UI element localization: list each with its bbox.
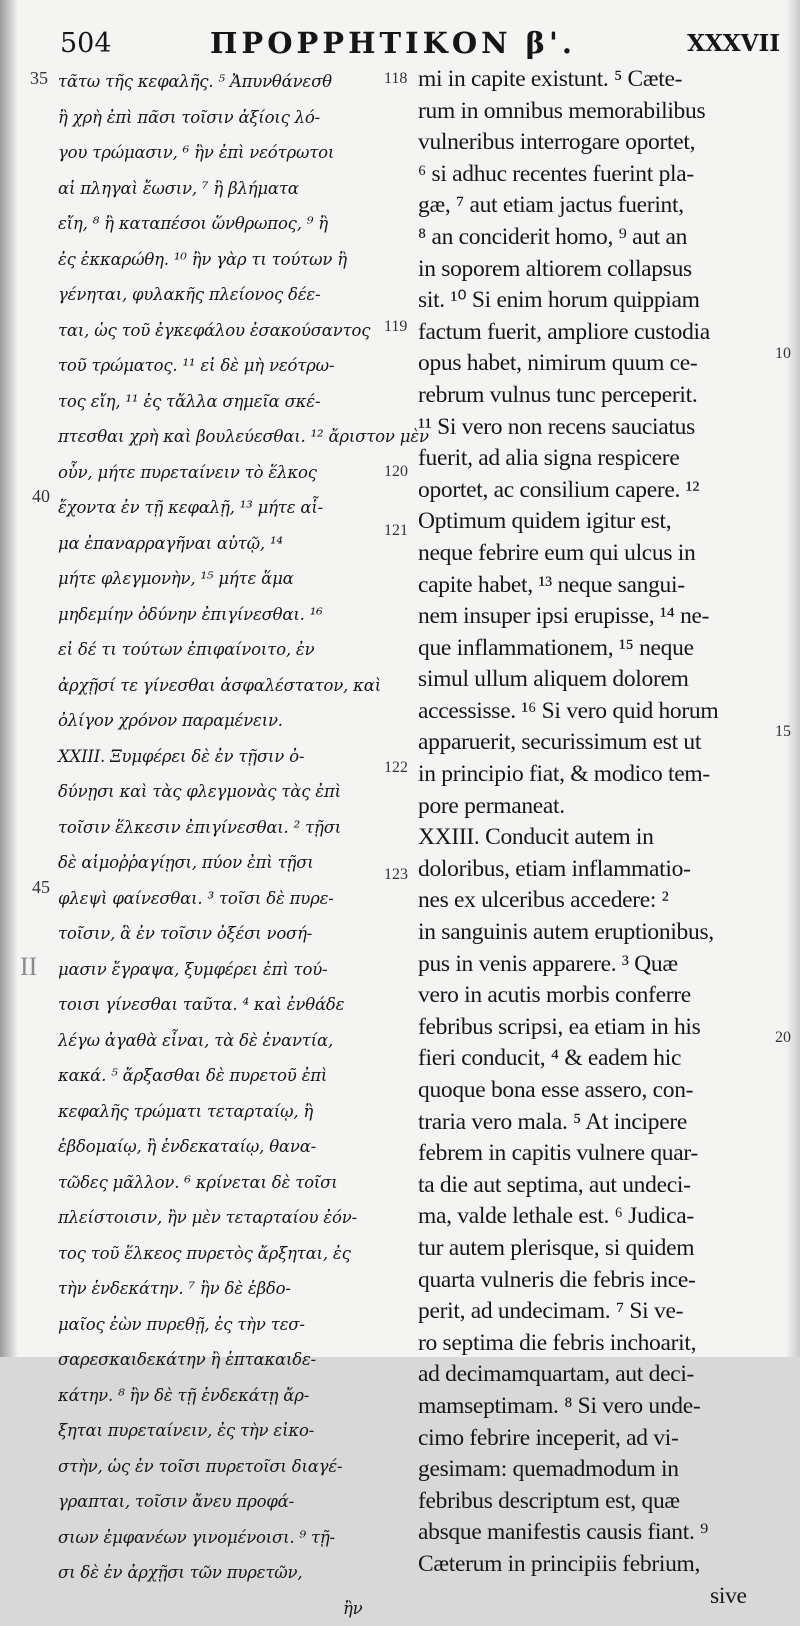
text-line: oportet, ac consilium capere. ¹² xyxy=(418,475,778,507)
text-line: δύνῃσι καὶ τὰς φλεγμονὰς τὰς ἐπὶ xyxy=(58,774,388,810)
text-line: pore permaneat. xyxy=(418,791,778,823)
text-line: gæ, ⁷ aut etiam jactus fuerint, xyxy=(418,190,778,222)
text-line: τῶδες μᾶλλον. ⁶ κρίνεται δὲ τοῖσι xyxy=(58,1165,388,1201)
text-line: traria vero mala. ⁵ At incipere xyxy=(418,1107,778,1139)
text-line: ro septima die febris inchoarit, xyxy=(418,1328,778,1360)
text-line: ξηται πυρεταίνειν, ἐς τὴν εἰκο- xyxy=(58,1413,388,1449)
text-line: γου τρώμασιν, ⁶ ἢν ἐπὶ νεότρωτοι xyxy=(58,135,388,171)
text-line: apparuerit, securissimum est ut xyxy=(418,727,778,759)
running-header xyxy=(0,20,800,60)
text-line: capite habet, ¹³ neque sangui- xyxy=(418,570,778,602)
text-line: perit, ad undecimam. ⁷ Si ve- xyxy=(418,1296,778,1328)
text-line: in soporem altiorem collapsus xyxy=(418,254,778,286)
text-line: ma, valde lethale est. ⁶ Judica- xyxy=(418,1201,778,1233)
text-line: rebrum vulnus tunc perceperit. xyxy=(418,380,778,412)
catchword: sive xyxy=(418,1581,778,1613)
text-line: μαῖος ἐὼν πυρεθῇ, ἐς τὴν τεσ- xyxy=(58,1307,388,1343)
text-line: quoque bona esse assero, con- xyxy=(418,1075,778,1107)
text-line: αἱ πληγαὶ ἔωσιν, ⁷ ἢ βλήματα xyxy=(58,171,388,207)
text-line: gesimam: quemadmodum in xyxy=(418,1454,778,1486)
text-line: γραπται, τοῖσιν ἄνευ προφά- xyxy=(58,1484,388,1520)
left-margin-line-number: 35 xyxy=(30,68,48,89)
text-line: sit. ¹⁰ Si enim horum quippiam xyxy=(418,285,778,317)
text-line: febribus scripsi, ea etiam in his xyxy=(418,1012,778,1044)
text-line: ἀρχῇσί τε γίνεσθαι ἀσφαλέστατον, καὶ xyxy=(58,668,388,704)
gutter-line-number: 121 xyxy=(384,522,408,540)
text-line: febribus descriptum est, quæ xyxy=(418,1486,778,1518)
text-line: σαρεσκαιδεκάτην ἢ ἑπτακαιδε- xyxy=(58,1342,388,1378)
catchword: ἢν xyxy=(58,1591,388,1626)
text-line: εἴη, ⁸ ἢ καταπέσοι ὥνθρωπος, ⁹ ἢ xyxy=(58,206,388,242)
text-line: cimo febrire inceperit, ad vi- xyxy=(418,1423,778,1455)
gutter-line-number: 119 xyxy=(384,318,407,336)
text-line: ἔχοντα ἐν τῇ κεφαλῇ, ¹³ μήτε αἷ- xyxy=(58,490,388,526)
text-line: κακά. ⁵ ἄρξασθαι δὲ πυρετοῦ ἐπὶ xyxy=(58,1058,388,1094)
text-line: πτεσθαι χρὴ καὶ βουλεύεσθαι. ¹² ἄριστον μὲν xyxy=(58,419,388,455)
text-line: κάτην. ⁸ ἢν δὲ τῇ ἑνδεκάτῃ ἄρ- xyxy=(58,1378,388,1414)
text-line: ται, ὡς τοῦ ἐγκεφάλου ἐσακούσαντος xyxy=(58,313,388,349)
text-line: ἢ χρὴ ἐπὶ πᾶσι τοῖσιν ἀξίοις λό- xyxy=(58,100,388,136)
text-line: pus in venis apparere. ³ Quæ xyxy=(418,949,778,981)
text-line: rum in omnibus memorabilibus xyxy=(418,96,778,128)
text-line: opus habet, nimirum quum ce- xyxy=(418,348,778,380)
text-line: mi in capite existunt. ⁵ Cæte- xyxy=(418,64,778,96)
text-line: ἑβδομαίῳ, ἢ ἑνδεκαταίῳ, θανα- xyxy=(58,1129,388,1165)
latin-margin-line-number: 10 xyxy=(775,345,791,363)
text-line: Cæterum in principiis febrium, xyxy=(418,1549,778,1581)
text-line: πλείστοισιν, ἢν μὲν τεταρταίου ἐόν- xyxy=(58,1200,388,1236)
text-line: ⁶ si adhuc recentes fuerint pla- xyxy=(418,159,778,191)
text-line: τᾶτω τῆς κεφαλῆς. ⁵ Ἀπυνθάνεσθ xyxy=(58,64,388,100)
text-line: ¹¹ Si vero non recens sauciatus xyxy=(418,412,778,444)
text-line: XXIII. Conducit autem in xyxy=(418,822,778,854)
page-binding-shadow xyxy=(0,0,18,1357)
gutter-line-number: 118 xyxy=(384,70,407,88)
gutter-line-number: 123 xyxy=(384,866,408,884)
text-line: τοῖσιν, ἃ ἐν τοῖσιν ὀξέσι νοσή- xyxy=(58,916,388,952)
text-line: in sanguinis autem eruptionibus, xyxy=(418,917,778,949)
text-line: λέγω ἀγαθὰ εἶναι, τὰ δὲ ἐναντία, xyxy=(58,1023,388,1059)
text-line: οὖν, μήτε πυρεταίνειν τὸ ἕλκος xyxy=(58,455,388,491)
text-line: τος τοῦ ἕλκεος πυρετὸς ἄρξηται, ἐς xyxy=(58,1236,388,1272)
text-line: μα ἐπαναρραγῆναι αὐτῷ, ¹⁴ xyxy=(58,526,388,562)
text-line: que inflammationem, ¹⁵ neque xyxy=(418,633,778,665)
gutter-line-number: 120 xyxy=(384,463,408,481)
text-line: σιων ἐμφανέων γινομένοισι. ⁹ τῇ- xyxy=(58,1520,388,1556)
latin-margin-line-number: 20 xyxy=(775,1029,791,1047)
text-line: τὴν ἑνδεκάτην. ⁷ ἢν δὲ ἑβδο- xyxy=(58,1271,388,1307)
text-line: mamseptimam. ⁸ Si vero unde- xyxy=(418,1391,778,1423)
text-line: ⁸ an conciderit homo, ⁹ aut an xyxy=(418,222,778,254)
text-line: στὴν, ὡς ἐν τοῖσι πυρετοῖσι διαγέ- xyxy=(58,1449,388,1485)
gutter-line-number: 122 xyxy=(384,759,408,777)
text-line: nem insuper ipsi erupisse, ¹⁴ ne- xyxy=(418,601,778,633)
text-line: ta die aut septima, aut undeci- xyxy=(418,1170,778,1202)
latin-text-column xyxy=(418,64,778,1612)
text-line: κεφαλῆς τρώματι τεταρταίῳ, ἢ xyxy=(58,1094,388,1130)
greek-text-column xyxy=(58,64,388,1626)
text-line: febrem in capitis vulnere quar- xyxy=(418,1138,778,1170)
latin-margin-line-number: 15 xyxy=(775,723,791,741)
text-line: τοισι γίνεσθαι ταῦτα. ⁴ καὶ ἐνθάδε xyxy=(58,987,388,1023)
text-line: σι δὲ ἐν ἀρχῇσι τῶν πυρετῶν, xyxy=(58,1555,388,1591)
left-margin-roman-numeral: II xyxy=(20,952,37,982)
text-line: factum fuerit, ampliore custodia xyxy=(418,317,778,349)
text-line: τος εἴη, ¹¹ ἐς τἄλλα σημεῖα σκέ- xyxy=(58,384,388,420)
text-line: μηδεμίην ὀδύνην ἐπιγίνεσθαι. ¹⁶ xyxy=(58,597,388,633)
left-margin-line-number: 45 xyxy=(32,877,50,898)
text-line: tur autem plerisque, si quidem xyxy=(418,1233,778,1265)
text-line: accessisse. ¹⁶ Si vero quid horum xyxy=(418,696,778,728)
running-title: ΠΡΟΡΡΗΤΙΚΟΝ β'. xyxy=(210,26,576,60)
text-line: fieri conducit, ⁴ & eadem hic xyxy=(418,1043,778,1075)
text-line: doloribus, etiam inflammatio- xyxy=(418,854,778,886)
text-line: εἰ δέ τι τούτων ἐπιφαίνοιτο, ἐν xyxy=(58,632,388,668)
text-line: τοῦ τρώματος. ¹¹ εἰ δὲ μὴ νεότρω- xyxy=(58,348,388,384)
text-line: ἐς ἐκκαρώθη. ¹⁰ ἢν γὰρ τι τούτων ἢ xyxy=(58,242,388,278)
text-line: vulneribus interrogare oportet, xyxy=(418,127,778,159)
text-line: μασιν ἔγραψα, ξυμφέρει ἐπὶ τού- xyxy=(58,952,388,988)
left-margin-line-number: 40 xyxy=(32,486,50,507)
text-line: quarta vulneris die febris ince- xyxy=(418,1265,778,1297)
text-line: τοῖσιν ἕλκεσιν ἐπιγίνεσθαι. ² τῇσι xyxy=(58,810,388,846)
page-number: 504 xyxy=(60,28,112,59)
section-number: XXXVII xyxy=(687,30,780,57)
text-line: φλεψὶ φαίνεσθαι. ³ τοῖσι δὲ πυρε- xyxy=(58,881,388,917)
text-line: XXIII. Ξυμφέρει δὲ ἐν τῇσιν ὀ- xyxy=(58,739,388,775)
text-line: ad decimamquartam, aut deci- xyxy=(418,1359,778,1391)
text-line: γένηται, φυλακῆς πλείονος δέε- xyxy=(58,277,388,313)
text-line: μήτε φλεγμονὴν, ¹⁵ μήτε ἅμα xyxy=(58,561,388,597)
text-line: fuerit, ad alia signa respicere xyxy=(418,443,778,475)
text-line: in principio fiat, & modico tem- xyxy=(418,759,778,791)
text-line: nes ex ulceribus accedere: ² xyxy=(418,885,778,917)
page-edge-shadow xyxy=(786,0,800,1357)
text-line: δὲ αἱμοῤῥαγίῃσι, πύον ἐπὶ τῇσι xyxy=(58,845,388,881)
text-line: simul ullum aliquem dolorem xyxy=(418,664,778,696)
text-line: ὀλίγον χρόνον παραμένειν. xyxy=(58,703,388,739)
text-line: vero in acutis morbis conferre xyxy=(418,980,778,1012)
text-line: Optimum quidem igitur est, xyxy=(418,506,778,538)
text-line: absque manifestis causis fiant. ⁹ xyxy=(418,1517,778,1549)
text-line: neque febrire eum qui ulcus in xyxy=(418,538,778,570)
